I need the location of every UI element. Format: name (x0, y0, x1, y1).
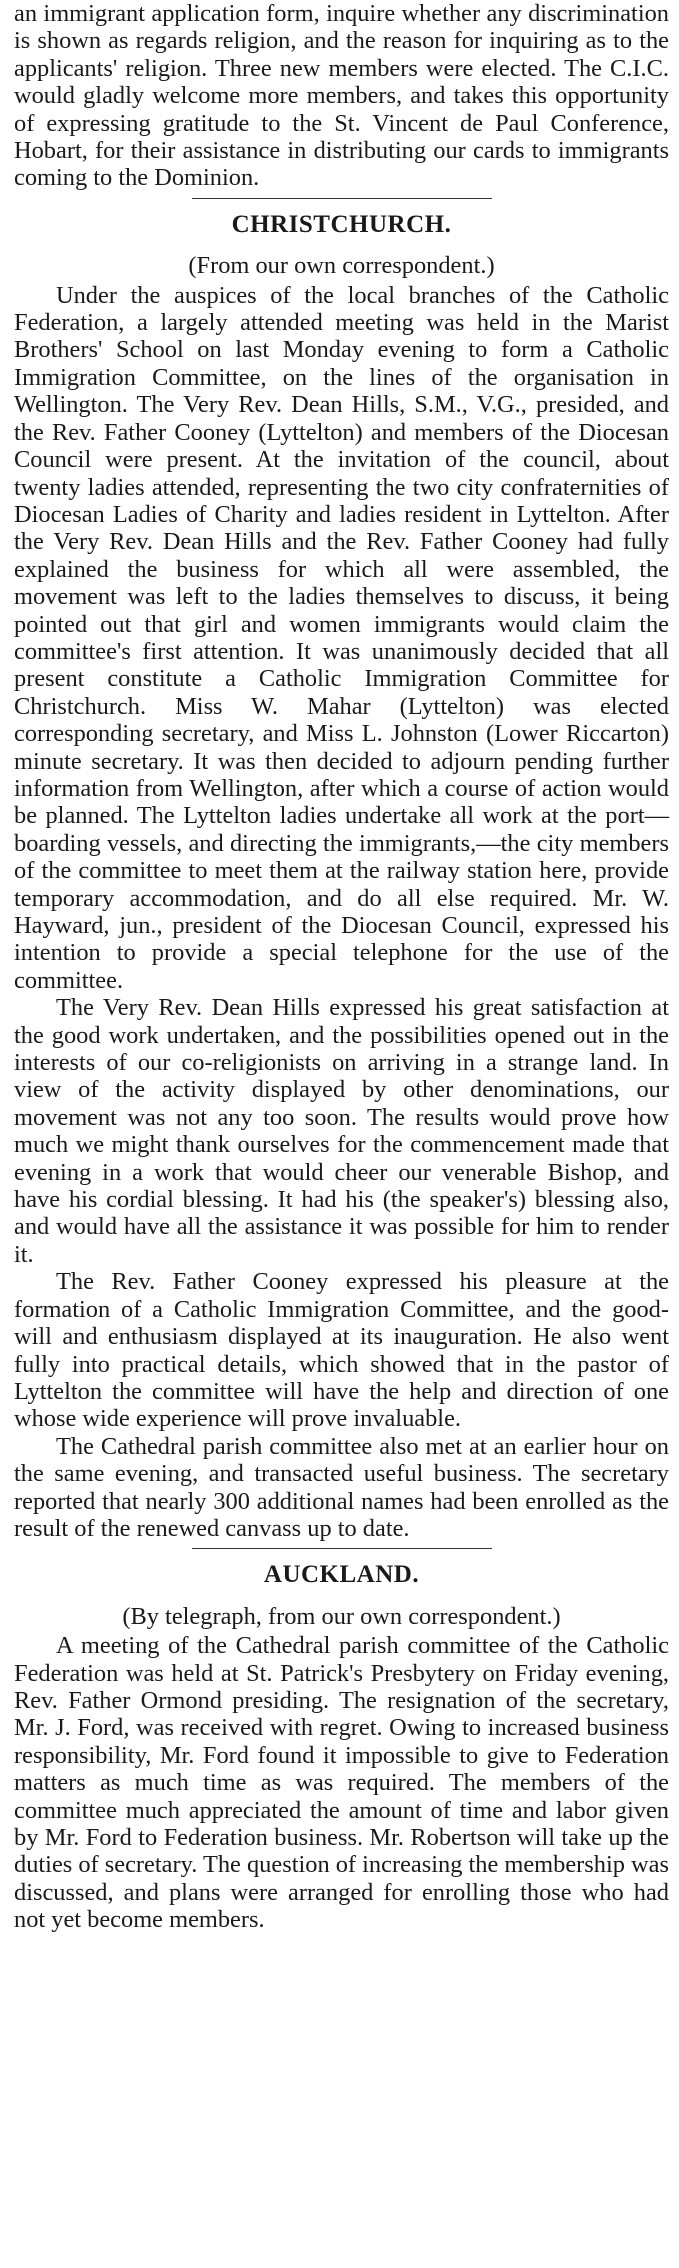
auckland-section (14, 1561, 669, 1933)
auckland-paragraph-1: A meeting of the Cathedral parish committee of the Catholic Federation was held at St. Patrick's Presbytery on Friday evening, Rev. Father Ormond presiding. The resignation of the secretary, Mr. J. Ford, was received with regret. Owing to increased business responsibility, Mr. Ford found it impossible to give to Federation matters as much time as was required. The members of the committee much appreciated the amount of time and labor given by Mr. Ford to Federation business. Mr. Robertson will take up the duties of secretary. The question of increasing the membership was discussed, and plans were arranged for enrolling those who had not yet become members. (14, 1632, 669, 1934)
christchurch-paragraph-2: The Very Rev. Dean Hills expressed his great satisfaction at the good work undertaken, and the possibilities opened out in the interests of our co-religionists on arriving in a strange land. In view of the activity displayed by other denominations, our movement was not any too soon. The results would prove how much we might thank ourselves for the commencement made that evening in a work that would cheer our venerable Bishop, and have his cordial blessing. It had his (the speaker's) blessing also, and would have all the assistance it was possible for him to render it. (14, 994, 669, 1268)
intro-paragraph: an immigrant application form, inquire whether any discrimination is shown as regards religion, and the reason for inquiring as to the applicants' religion. Three new members were elected. The C.I.C. would gladly welcome more members, and takes this opportunity of expressing gratitude to the St. Vincent de Paul Conference, Hobart, for their assistance in distributing our cards to immigrants coming to the Dominion. (14, 0, 669, 192)
christchurch-section (14, 211, 669, 1543)
section-divider (192, 1548, 492, 1549)
auckland-heading: AUCKLAND. (263, 1561, 420, 1589)
christchurch-paragraph-1: Under the auspices of the local branches of the Catholic Federation, a largely attended meeting was held in the Marist Brothers' School on last Monday evening to form a Catholic Immigration Committee, on the lines of the organisation in Wellington. The Very Rev. Dean Hills, S.M., V.G., presided, and the Rev. Father Cooney (Lyttelton) and members of the Diocesan Council were present. At the invitation of the council, about twenty ladies attended, representing the two city confraternities of Diocesan Ladies of Charity and ladies resident in Lyttelton. After the Very Rev. Dean Hills and the Rev. Father Cooney had fully explained the business for which all were assembled, the movement was left to the ladies themselves to discuss, it being pointed out that girl and women immigrants would claim the committee's first attention. It was unanimously decided that all present constitute a Catholic Immigration Committee for Christchurch. Miss W. Mahar (Lyttelton) was elected corresponding secretary, and Miss L. Johnston (Lower Riccarton) minute secretary. It was then decided to adjourn pending further information from Wellington, after which a course of action would be planned. The Lyttelton ladies undertake all work at the port—boarding vessels, and directing the immigrants,—the city members of the committee to meet them at the railway station here, provide temporary accommodation, and do all else required. Mr. W. Hayward, jun., president of the Diocesan Council, expressed his intention to provide a special telephone for the use of the committee. (14, 281, 669, 994)
christchurch-paragraph-3: The Rev. Father Cooney expressed his pleasure at the formation of a Catholic Immigration Committee, and the good-will and enthusiasm displayed at its inauguration. He also went fully into practical details, which showed that in the pastor of Lyttelton the committee will have the help and direction of one whose wide experience will prove invaluable. (14, 1268, 669, 1433)
section-divider (192, 198, 492, 199)
christchurch-paragraph-4: The Cathedral parish committee also met at an earlier hour on the same evening, and transacted useful business. The secretary reported that nearly 300 additional names had been enrolled as the result of the renewed canvass up to date. (14, 1432, 669, 1542)
auckland-byline: (By telegraph, from our own correspondent.) (122, 1602, 561, 1630)
christchurch-heading: CHRISTCHURCH. (231, 210, 452, 238)
christchurch-byline: (From our own correspondent.) (188, 252, 495, 280)
